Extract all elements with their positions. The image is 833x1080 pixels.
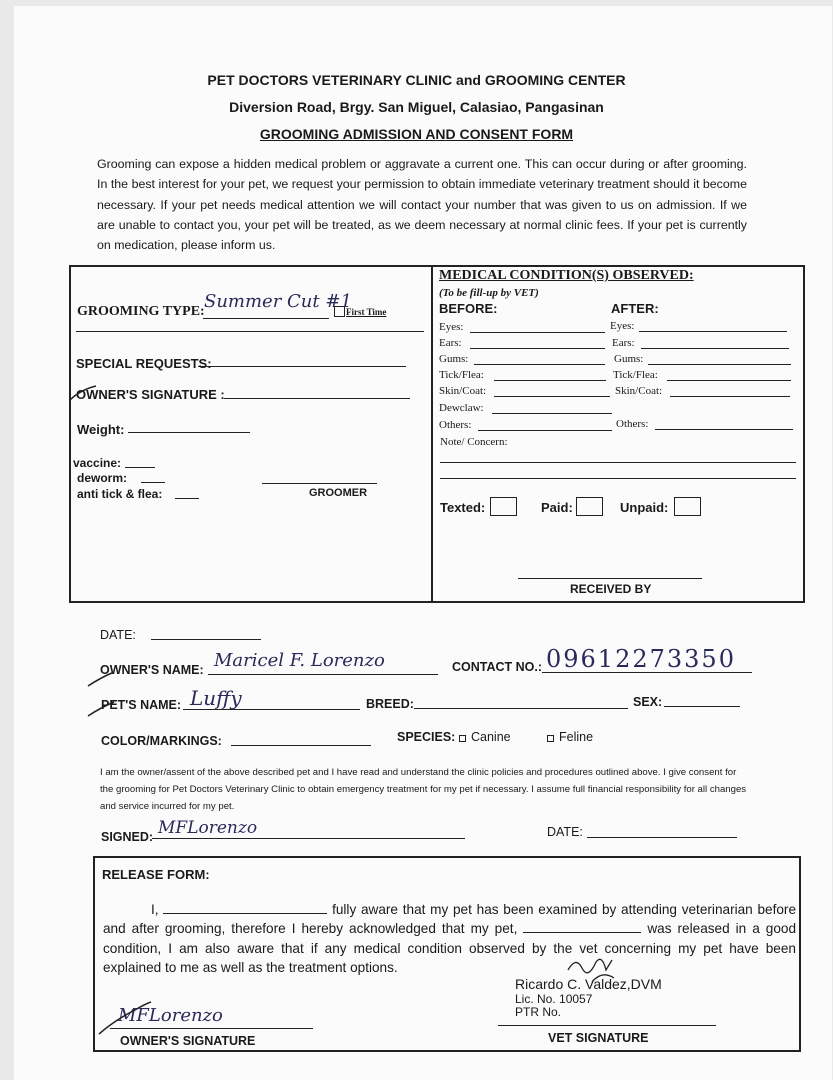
after-gums-label: Gums: <box>614 353 644 365</box>
vet-lic-no: Lic. No. 10057 <box>515 992 593 1006</box>
received-by-line <box>518 578 702 579</box>
after-others-label: Others: <box>616 418 649 430</box>
form-title: GROOMING ADMISSION AND CONSENT FORM <box>259 126 574 142</box>
vet-signature-mark-icon <box>562 952 632 992</box>
feline-checkbox[interactable] <box>547 735 554 742</box>
release-paragraph <box>103 900 796 977</box>
owner-signature-release-label: OWNER'S SIGNATURE <box>120 1034 256 1048</box>
antitick-label: anti tick & flea: <box>77 487 163 501</box>
texted-checkbox[interactable] <box>490 497 517 516</box>
owner-name-line <box>208 674 438 675</box>
vet-ptr-no: PTR No. <box>515 1005 562 1019</box>
vaccine-label: vaccine: <box>73 456 122 470</box>
first-time-checkbox[interactable] <box>334 306 345 317</box>
after-eyes-label: Eyes: <box>610 320 635 332</box>
owner-signature-value[interactable]: MFLorenzo <box>118 1005 223 1026</box>
date-line <box>151 639 261 640</box>
vet-signature-line <box>498 1025 716 1026</box>
box-divider <box>431 266 433 602</box>
received-by-label: RECEIVED BY <box>570 582 652 596</box>
before-dewclaw-line <box>492 413 612 414</box>
owner-signature-label: OWNER'S SIGNATURE : <box>76 387 225 402</box>
before-gums-line <box>474 364 605 365</box>
antitick-line <box>175 498 199 499</box>
vaccine-line <box>125 467 155 468</box>
deworm-line <box>141 482 165 483</box>
owner-signature-line <box>224 398 410 399</box>
clinic-address: Diversion Road, Brgy. San Miguel, Calasiao, Pangasinan <box>229 99 604 115</box>
grooming-type-label: GROOMING TYPE: <box>77 304 205 319</box>
contact-label: CONTACT NO.: <box>452 660 543 674</box>
after-skin-line <box>670 396 790 397</box>
intro-paragraph: Grooming can expose a hidden medical problem or aggravate a current one. This can occur during or after grooming. In the best interest for your pet, we request your permission to obtain immediate veterinary treatment should it become necessary. If your pet needs medical attention we will contact your number that was given to us on admission. If we are unable to contact you, your pet will be treated, as we deem necessary at normal clinic fees. If your pet is currently on medication, please inform us. <box>97 157 747 253</box>
texted-label: Texted: <box>440 500 486 515</box>
signed-signature[interactable]: MFLorenzo <box>158 818 258 838</box>
before-tick-label: Tick/Flea: <box>439 369 484 381</box>
before-label: BEFORE: <box>439 301 498 316</box>
before-ears-label: Ears: <box>439 337 462 349</box>
before-tick-line <box>494 380 606 381</box>
vet-name: Ricardo C. Valdez,DVM <box>515 976 662 992</box>
after-gums-line <box>648 364 791 365</box>
weight-label: Weight: <box>77 422 125 437</box>
color-markings-label: COLOR/MARKINGS: <box>101 734 222 748</box>
date-label: DATE: <box>100 628 136 642</box>
deworm-label: deworm: <box>77 471 128 485</box>
after-ears-label: Ears: <box>612 337 635 349</box>
before-gums-label: Gums: <box>439 353 469 365</box>
consent-paragraph: I am the owner/assent of the above described pet and I have read and understand the clinic policies and procedures outlined above. I give consent for the grooming for Pet Doctors Veterinary Clinic to obtain emergency treatment for my pet if necessary. I assume full financial responsibility for all changes and service incurred for my pet. <box>100 767 747 812</box>
release-name-blank[interactable] <box>163 901 327 914</box>
medical-subtitle: (To be fill-up by VET) <box>439 287 539 299</box>
medical-title: MEDICAL CONDITION(S) OBSERVED: <box>439 268 694 283</box>
consent-date-label: DATE: <box>547 825 583 839</box>
special-requests-line <box>198 366 406 367</box>
first-time-label: First Time <box>346 307 387 317</box>
breed-line <box>414 708 628 709</box>
release-text-3: was released in a good condition, I am also aware that if any medical condition observed by the vet concerning my pet have been explained to me as well as the treatment options. <box>103 921 797 975</box>
weight-line <box>128 432 250 433</box>
note-line-2 <box>440 478 796 479</box>
before-ears-line <box>470 348 605 349</box>
after-eyes-line <box>639 331 787 332</box>
before-skin-line <box>494 396 610 397</box>
before-skin-label: Skin/Coat: <box>439 385 487 397</box>
pet-name-value[interactable]: Luffy <box>190 686 242 710</box>
paid-label: Paid: <box>541 500 573 515</box>
species-label: SPECIES: <box>397 730 456 744</box>
grooming-type-line-2 <box>76 331 424 332</box>
note-label: Note/ Concern: <box>440 436 508 448</box>
unpaid-checkbox[interactable] <box>674 497 701 516</box>
release-text-2: fully aware that my pet has been examined by attending veterinarian before and after grooming, therefore I hereby acknowledged that my pet, <box>103 902 797 937</box>
release-pet-blank[interactable] <box>523 920 641 933</box>
pet-name-label: PET'S NAME: <box>101 698 182 712</box>
canine-label: Canine <box>471 730 511 744</box>
sex-line <box>664 706 740 707</box>
before-others-line <box>478 430 612 431</box>
owner-signature-line-2 <box>110 1028 313 1029</box>
special-requests-label: SPECIAL REQUESTS: <box>76 356 212 371</box>
after-others-line <box>655 429 793 430</box>
groomer-line <box>262 483 377 484</box>
vet-signature-label: VET SIGNATURE <box>548 1031 649 1045</box>
contact-value[interactable]: 09612273350 <box>546 645 736 673</box>
signed-label: SIGNED: <box>101 830 154 844</box>
after-skin-label: Skin/Coat: <box>615 385 663 397</box>
signed-line <box>152 838 465 839</box>
after-tick-line <box>667 380 791 381</box>
release-text-1: I, <box>151 902 159 917</box>
after-tick-label: Tick/Flea: <box>613 369 658 381</box>
after-ears-line <box>641 348 789 349</box>
before-others-label: Others: <box>439 419 472 431</box>
groomer-label: GROOMER <box>309 487 368 499</box>
release-title: RELEASE FORM: <box>102 867 210 882</box>
consent-date-line <box>587 837 737 838</box>
after-label: AFTER: <box>611 301 659 316</box>
before-eyes-label: Eyes: <box>439 321 464 333</box>
paid-checkbox[interactable] <box>576 497 603 516</box>
grooming-type-value[interactable]: Summer Cut #1 <box>204 291 352 312</box>
sex-label: SEX: <box>633 695 663 709</box>
strike-mark-icon-2 <box>86 660 116 720</box>
unpaid-label: Unpaid: <box>620 500 669 515</box>
note-line-1 <box>440 462 796 463</box>
breed-label: BREED: <box>366 697 414 711</box>
grooming-type-line <box>203 318 329 319</box>
owner-name-label: OWNER'S NAME: <box>100 663 204 677</box>
strike-mark-icon <box>68 384 98 404</box>
owner-name-value[interactable]: Maricel F. Lorenzo <box>214 650 385 671</box>
before-eyes-line <box>470 332 605 333</box>
feline-label: Feline <box>559 730 594 744</box>
clinic-name: PET DOCTORS VETERINARY CLINIC and GROOMING CENTER <box>207 72 626 88</box>
before-dewclaw-label: Dewclaw: <box>439 402 484 414</box>
canine-checkbox[interactable] <box>459 735 466 742</box>
color-markings-line <box>231 745 371 746</box>
